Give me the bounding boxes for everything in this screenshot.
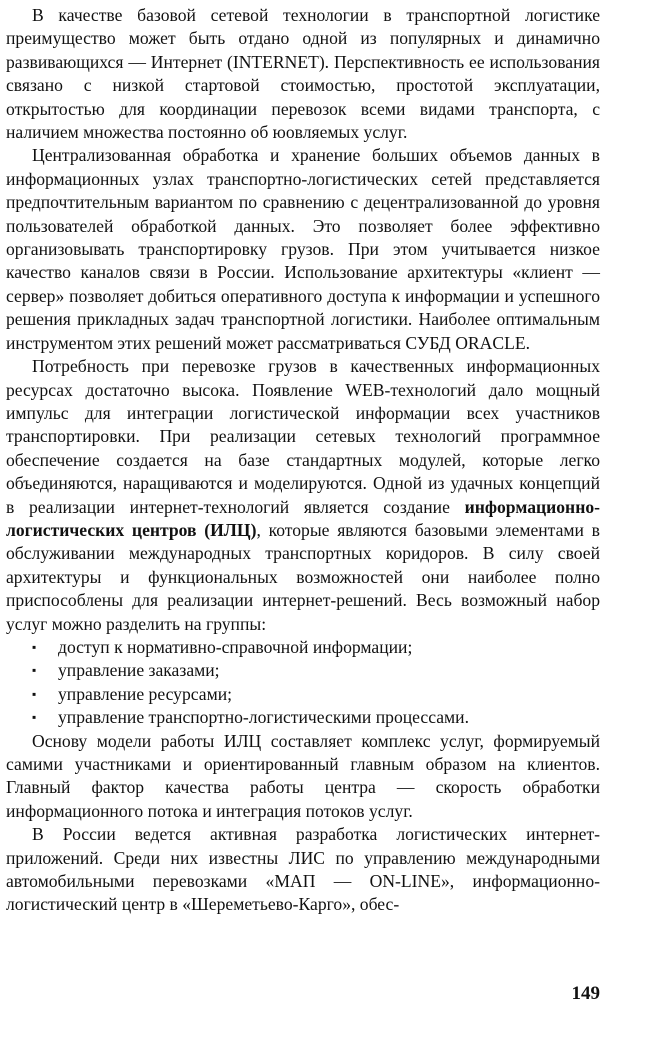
list-item: ▪ управление ресурсами;: [6, 683, 600, 706]
paragraph-1: В качестве базовой сетевой технологии в транспортной логистике преимущество может быть отдано одной из популярных и динамично развивающихся — Интернет (INTERNET). Перспективность ее использования связано с низкой стартовой стоимостью, простотой эксплуатации, открытостью для координации перевозок всеми видами транспорта, с наличием множества постоянно об юовляемых услуг.: [6, 5, 600, 143]
list-item: ▪ доступ к нормативно-справочной информации;: [6, 636, 600, 659]
paragraph-3-text-after: , которые являются базовыми элементами в обслуживании международных транспортных коридоров. В силу своей архитектуры и функциональных возможностей они наиболее полно приспособлены для реализации интернет-решений. Весь возможный набор услуг можно разделить на группы:: [6, 519, 600, 634]
paragraph-4: Основу модели работы ИЛЦ составляет комплекс услуг, формируемый самими участниками и ориентированный главным образом на клиентов. Главный фактор качества работы центра — скорость обработки информационного потока и интеграция потоков услуг.: [6, 730, 600, 821]
page-body: [6, 4, 600, 917]
list-item: ▪ управление заказами;: [6, 659, 600, 682]
paragraph-2: Централизованная обработка и хранение больших объемов данных в информационных узлах транспортно-логистических сетей представляется предпочтительным вариантом по сравнению с децентрализованной до уровня пользователей обработкой данных. Это позволяет более эффективно организовывать транспортировку грузов. При этом учитывается низкое качество каналов связи в России. Использование архитектуры «клиент — сервер» позволяет добиться оперативного доступа к информации и успешного решения прикладных задач транспортной логистики. Наиболее оптимальным инструментом этих решений может рассматриваться СУБД ORACLE.: [6, 145, 600, 353]
service-groups-list: [6, 636, 600, 730]
page-number: 149: [571, 983, 600, 1004]
paragraph-3-bold-term: информационно-логистических центров (ИЛЦ): [6, 496, 600, 540]
paragraph-3-text-before: Потребность при перевозке грузов в качественных информационных ресурсах достаточно высока. Появление WEB-технологий дало мощный импульс для интеграции логистической информации всех участников транспортировки. При реализации сетевых технологий программное обеспечение создается на базе стандартных модулей, которые легко объединяются, наращиваются и моделируются. Одной из удачных концепций в реализации интернет-технологий является создание: [6, 356, 600, 517]
list-item: ▪ управление транспортно-логистическими процессами.: [6, 706, 600, 729]
paragraph-3: [6, 355, 600, 636]
paragraph-5: В России ведется активная разработка логистических интернет-приложений. Среди них известны ЛИС по управлению международными автомобильными перевозками «МАП — ON-LINE», информационно-логистический центр в «Шереметьево-Карго», обес-: [6, 824, 600, 915]
